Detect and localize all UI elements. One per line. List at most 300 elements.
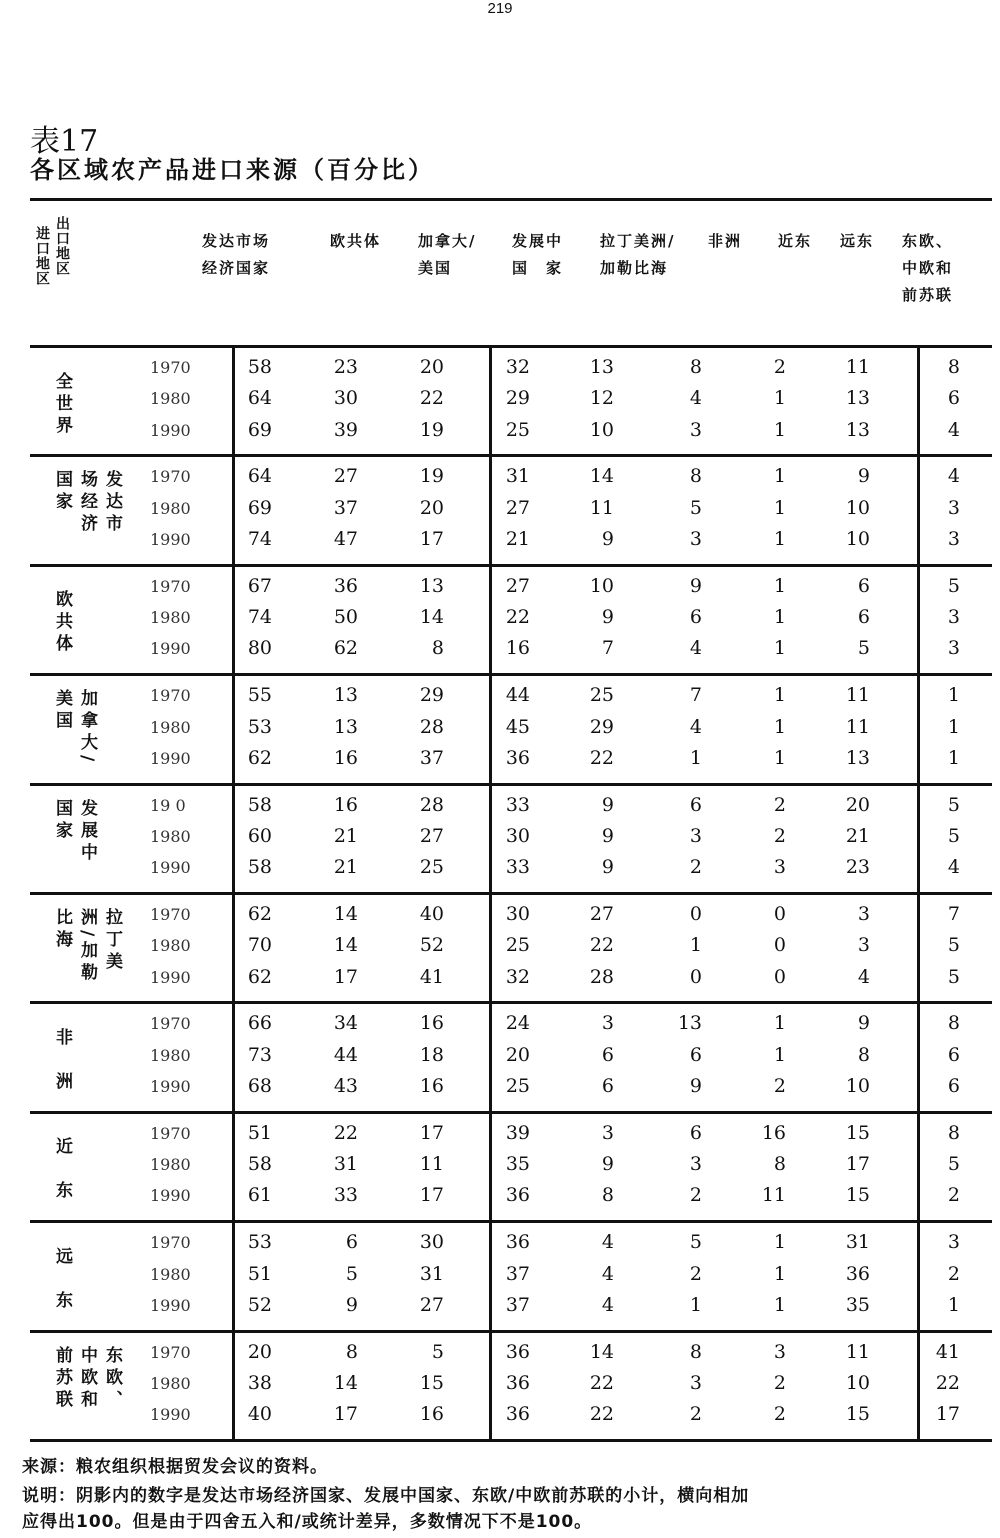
table-cell: 10 bbox=[589, 418, 614, 441]
group-rule bbox=[30, 1111, 992, 1114]
table-cell: 8 bbox=[601, 1184, 614, 1207]
table-cell: 15 bbox=[845, 1121, 870, 1144]
table-cell: 44 bbox=[333, 1043, 358, 1066]
table-cell: 5 bbox=[947, 1153, 960, 1176]
row-year: 1970 bbox=[150, 905, 191, 924]
table-cell: 15 bbox=[845, 1184, 870, 1207]
table-cell: 8 bbox=[947, 1012, 960, 1035]
row-year: 1980 bbox=[150, 1045, 191, 1065]
table-cell: 74 bbox=[247, 528, 272, 550]
table-cell: 0 bbox=[689, 903, 702, 925]
table-cell: 21 bbox=[845, 824, 870, 847]
table-cell: 40 bbox=[247, 1403, 272, 1426]
table-cell: 1 bbox=[773, 1293, 786, 1316]
table-cell: 19 bbox=[419, 465, 444, 488]
table-cell: 24 bbox=[505, 1012, 530, 1035]
column-header-line: 发展中 bbox=[512, 232, 564, 250]
table-cell: 2 bbox=[689, 1184, 702, 1207]
table-cell: 1 bbox=[773, 606, 786, 629]
table-cell: 29 bbox=[419, 684, 444, 707]
table-cell: 17 bbox=[935, 1403, 960, 1426]
table-cell: 69 bbox=[247, 418, 272, 441]
table-cell: 3 bbox=[689, 1153, 702, 1176]
table-cell: 6 bbox=[947, 1043, 960, 1066]
table-cell: 9 bbox=[601, 1153, 614, 1176]
table-cell: 1 bbox=[947, 746, 960, 769]
column-header-line: 欧共体 bbox=[330, 232, 382, 250]
table-cell: 47 bbox=[333, 528, 358, 550]
table-cell: 11 bbox=[845, 684, 870, 707]
column-header-line: 加勒比海 bbox=[600, 259, 669, 277]
table-cell: 51 bbox=[247, 1121, 272, 1144]
table-cell: 4 bbox=[947, 465, 960, 488]
group-rule bbox=[30, 673, 992, 676]
table-cell: 34 bbox=[333, 1012, 358, 1035]
table-cell: 31 bbox=[419, 1262, 444, 1285]
table-cell: 2 bbox=[689, 1403, 702, 1426]
table-cell: 29 bbox=[505, 387, 530, 410]
table-cell: 4 bbox=[857, 965, 870, 988]
table-cell: 41 bbox=[935, 1340, 960, 1363]
table-cell: 8 bbox=[857, 1043, 870, 1066]
column-header-line: 东欧、 bbox=[902, 232, 954, 250]
row-year: 1980 bbox=[150, 717, 191, 737]
table-number: 表17 bbox=[30, 124, 99, 159]
table-cell: 6 bbox=[857, 606, 870, 629]
table-cell: 52 bbox=[419, 934, 444, 957]
table-cell: 0 bbox=[773, 903, 786, 925]
table-cell: 67 bbox=[247, 574, 272, 597]
row-year: 1980 bbox=[150, 936, 191, 956]
table-cell: 9 bbox=[345, 1293, 358, 1316]
table-cell: 6 bbox=[947, 387, 960, 410]
table-cell: 8 bbox=[689, 356, 702, 378]
table-cell: 22 bbox=[589, 934, 614, 957]
table-cell: 39 bbox=[505, 1121, 530, 1144]
table-cell: 22 bbox=[589, 1371, 614, 1394]
table-cell: 37 bbox=[333, 496, 358, 519]
table-cell: 3 bbox=[689, 418, 702, 441]
table-cell: 5 bbox=[947, 793, 960, 816]
row-year: 1990 bbox=[150, 639, 191, 659]
table-cell: 31 bbox=[333, 1153, 358, 1176]
table-cell: 4 bbox=[689, 637, 702, 660]
table-cell: 10 bbox=[589, 574, 614, 597]
table-cell: 33 bbox=[505, 793, 530, 816]
table-cell: 58 bbox=[247, 356, 272, 378]
table-cell: 13 bbox=[333, 715, 358, 738]
table-cell: 66 bbox=[247, 1012, 272, 1035]
table-cell: 16 bbox=[333, 746, 358, 769]
table-cell: 4 bbox=[689, 715, 702, 738]
page-number: 219 bbox=[487, 0, 513, 17]
header-rule bbox=[30, 345, 992, 348]
table-cell: 28 bbox=[419, 715, 444, 738]
table-cell: 5 bbox=[947, 965, 960, 988]
table-cell: 22 bbox=[333, 1121, 358, 1144]
table-cell: 4 bbox=[601, 1231, 614, 1254]
table-cell: 15 bbox=[845, 1403, 870, 1426]
table-cell: 50 bbox=[333, 606, 358, 629]
table-cell: 29 bbox=[589, 715, 614, 738]
table-cell: 37 bbox=[505, 1262, 530, 1285]
table-cell: 36 bbox=[505, 746, 530, 769]
table-cell: 10 bbox=[845, 496, 870, 519]
table-cell: 20 bbox=[845, 793, 870, 816]
table-cell: 9 bbox=[689, 574, 702, 597]
table-cell: 2 bbox=[689, 856, 702, 879]
table-cell: 1 bbox=[773, 715, 786, 738]
row-year: 1970 bbox=[150, 686, 191, 706]
group-rule bbox=[30, 1439, 992, 1442]
table-cell: 3 bbox=[601, 1121, 614, 1144]
group-rule bbox=[30, 454, 992, 457]
table-cell: 4 bbox=[601, 1262, 614, 1285]
table-cell: 11 bbox=[845, 356, 870, 378]
table-cell: 58 bbox=[247, 856, 272, 879]
table-cell: 11 bbox=[419, 1153, 444, 1176]
group-rule bbox=[30, 564, 992, 567]
row-year: 1970 bbox=[150, 1233, 191, 1253]
row-group-label: 发展中国家 bbox=[52, 798, 97, 865]
row-year: 1970 bbox=[150, 576, 191, 596]
row-group-label: 近 东 bbox=[52, 1137, 72, 1204]
table-cell: 22 bbox=[419, 387, 444, 410]
table-cell: 11 bbox=[589, 496, 614, 519]
table-cell: 33 bbox=[505, 856, 530, 879]
table-cell: 2 bbox=[773, 1371, 786, 1394]
table-cell: 8 bbox=[947, 356, 960, 378]
table-cell: 7 bbox=[947, 903, 960, 925]
column-header bbox=[840, 228, 874, 255]
table-cell: 70 bbox=[247, 934, 272, 957]
row-year: 1990 bbox=[150, 748, 191, 768]
table-cell: 18 bbox=[419, 1043, 444, 1066]
row-year: 1990 bbox=[150, 1077, 191, 1096]
group-rule bbox=[30, 1001, 992, 1004]
row-year: 1980 bbox=[150, 1264, 191, 1284]
table-cell: 11 bbox=[845, 715, 870, 738]
table-cell: 13 bbox=[845, 387, 870, 410]
column-header bbox=[330, 228, 381, 255]
row-year: 1990 bbox=[150, 858, 191, 878]
column-header bbox=[902, 228, 953, 309]
column-header bbox=[512, 228, 563, 282]
table-cell: 9 bbox=[857, 1012, 870, 1035]
row-year: 1970 bbox=[150, 1342, 191, 1362]
table-cell: 22 bbox=[505, 606, 530, 629]
table-cell: 1 bbox=[773, 496, 786, 519]
row-year: 1980 bbox=[150, 498, 191, 518]
table-cell: 9 bbox=[601, 793, 614, 816]
table-cell: 10 bbox=[845, 528, 870, 550]
table-cell: 36 bbox=[505, 1231, 530, 1254]
table-cell: 45 bbox=[505, 715, 530, 738]
table-cell: 3 bbox=[947, 1231, 960, 1254]
table-cell: 25 bbox=[505, 934, 530, 957]
table-cell: 36 bbox=[505, 1184, 530, 1207]
table-cell: 2 bbox=[773, 356, 786, 378]
table-cell: 73 bbox=[247, 1043, 272, 1066]
table-cell: 62 bbox=[247, 903, 272, 925]
row-group-label: 远 东 bbox=[52, 1246, 72, 1313]
table-cell: 32 bbox=[505, 356, 530, 378]
table-cell: 16 bbox=[419, 1075, 444, 1097]
column-header-line: 非洲 bbox=[708, 232, 743, 250]
table-cell: 61 bbox=[247, 1184, 272, 1207]
table-cell: 30 bbox=[419, 1231, 444, 1254]
table-cell: 8 bbox=[345, 1340, 358, 1363]
table-cell: 11 bbox=[761, 1184, 786, 1207]
table-cell: 30 bbox=[505, 903, 530, 925]
column-header-line: 近东 bbox=[778, 232, 813, 250]
row-year: 1970 bbox=[150, 1123, 191, 1143]
column-header-line: 中欧和 bbox=[902, 259, 954, 277]
table-cell: 14 bbox=[333, 934, 358, 957]
table-cell: 74 bbox=[247, 606, 272, 629]
row-year: 1990 bbox=[150, 420, 191, 440]
row-year: 1980 bbox=[150, 1373, 191, 1393]
table-cell: 20 bbox=[247, 1340, 272, 1363]
table-cell: 52 bbox=[247, 1293, 272, 1316]
top-rule bbox=[30, 198, 992, 201]
column-header bbox=[202, 228, 270, 282]
table-cell: 2 bbox=[689, 1262, 702, 1285]
table-cell: 1 bbox=[773, 1231, 786, 1254]
footer-source: 来源：粮农组织根据贸发会议的资料。 bbox=[22, 1457, 328, 1477]
table-cell: 1 bbox=[773, 574, 786, 597]
table-cell: 17 bbox=[419, 1121, 444, 1144]
table-cell: 27 bbox=[505, 574, 530, 597]
group-rule bbox=[30, 1220, 992, 1223]
table-cell: 10 bbox=[845, 1371, 870, 1394]
table-cell: 32 bbox=[505, 965, 530, 988]
table-cell: 8 bbox=[947, 1121, 960, 1144]
table-cell: 12 bbox=[589, 387, 614, 410]
table-cell: 16 bbox=[419, 1403, 444, 1426]
table-cell: 37 bbox=[419, 746, 444, 769]
table-cell: 28 bbox=[419, 793, 444, 816]
footer-note-line-2: 应得出100。但是由于四舍五入和/或统计差异，多数情况下不是100。 bbox=[22, 1512, 593, 1532]
table-cell: 22 bbox=[589, 746, 614, 769]
table-cell: 9 bbox=[601, 856, 614, 879]
column-header bbox=[600, 228, 675, 282]
table-cell: 36 bbox=[845, 1262, 870, 1285]
table-cell: 31 bbox=[505, 465, 530, 488]
table-cell: 69 bbox=[247, 496, 272, 519]
table-cell: 5 bbox=[689, 496, 702, 519]
table-cell: 3 bbox=[857, 903, 870, 925]
table-cell: 13 bbox=[333, 684, 358, 707]
table-cell: 6 bbox=[857, 574, 870, 597]
table-cell: 5 bbox=[947, 934, 960, 957]
row-year: 1980 bbox=[150, 389, 191, 409]
table-cell: 62 bbox=[247, 965, 272, 988]
table-cell: 5 bbox=[431, 1340, 444, 1363]
table-cell: 13 bbox=[845, 418, 870, 441]
table-cell: 3 bbox=[947, 606, 960, 629]
row-year: 1990 bbox=[150, 1295, 191, 1315]
table-cell: 1 bbox=[689, 746, 702, 769]
table-cell: 0 bbox=[773, 965, 786, 988]
table-cell: 8 bbox=[431, 637, 444, 660]
table-cell: 1 bbox=[689, 1293, 702, 1316]
table-cell: 1 bbox=[773, 1012, 786, 1035]
table-cell: 21 bbox=[505, 528, 530, 550]
table-cell: 4 bbox=[601, 1293, 614, 1316]
table-cell: 20 bbox=[419, 496, 444, 519]
table-cell: 36 bbox=[505, 1403, 530, 1426]
table-cell: 17 bbox=[419, 528, 444, 550]
row-year: 1970 bbox=[150, 1014, 191, 1034]
table-cell: 22 bbox=[935, 1371, 960, 1394]
table-cell: 15 bbox=[419, 1371, 444, 1394]
table-cell: 1 bbox=[773, 637, 786, 660]
table-cell: 2 bbox=[947, 1262, 960, 1285]
table-cell: 31 bbox=[845, 1231, 870, 1254]
table-cell: 7 bbox=[689, 684, 702, 707]
table-cell: 3 bbox=[947, 496, 960, 519]
table-cell: 43 bbox=[333, 1075, 358, 1097]
table-cell: 2 bbox=[773, 1403, 786, 1426]
table-cell: 13 bbox=[845, 746, 870, 769]
table-cell: 38 bbox=[247, 1371, 272, 1394]
table-cell: 6 bbox=[947, 1075, 960, 1097]
table-cell: 22 bbox=[589, 1403, 614, 1426]
table-cell: 13 bbox=[419, 574, 444, 597]
table-cell: 8 bbox=[689, 1340, 702, 1363]
table-cell: 3 bbox=[689, 1371, 702, 1394]
table-cell: 39 bbox=[333, 418, 358, 441]
table-cell: 1 bbox=[773, 418, 786, 441]
table-cell: 20 bbox=[419, 356, 444, 378]
table-cell: 27 bbox=[419, 824, 444, 847]
column-header-line: 远东 bbox=[840, 232, 875, 250]
table-cell: 3 bbox=[857, 934, 870, 957]
column-header-line: 国 家 bbox=[512, 259, 564, 277]
table-cell: 5 bbox=[345, 1262, 358, 1285]
table-cell: 35 bbox=[505, 1153, 530, 1176]
table-cell: 17 bbox=[333, 965, 358, 988]
table-title: 各区域农产品进口来源（百分比） bbox=[30, 156, 435, 184]
table-cell: 51 bbox=[247, 1262, 272, 1285]
table-cell: 3 bbox=[773, 856, 786, 879]
table-cell: 3 bbox=[947, 528, 960, 550]
table-cell: 5 bbox=[689, 1231, 702, 1254]
row-group-label: 东欧、中欧和前苏联 bbox=[52, 1345, 122, 1412]
table-cell: 58 bbox=[247, 1153, 272, 1176]
table-cell: 16 bbox=[333, 793, 358, 816]
table-cell: 1 bbox=[689, 934, 702, 957]
table-cell: 62 bbox=[247, 746, 272, 769]
table-cell: 13 bbox=[589, 356, 614, 378]
table-cell: 1 bbox=[773, 684, 786, 707]
table-cell: 3 bbox=[689, 528, 702, 550]
table-cell: 36 bbox=[505, 1371, 530, 1394]
column-header-line: 美国 bbox=[418, 259, 453, 277]
table-cell: 6 bbox=[689, 793, 702, 816]
table-cell: 6 bbox=[601, 1043, 614, 1066]
group-rule bbox=[30, 892, 992, 895]
table-cell: 9 bbox=[689, 1075, 702, 1097]
table-cell: 2 bbox=[947, 1184, 960, 1207]
table-cell: 53 bbox=[247, 715, 272, 738]
table-cell: 3 bbox=[689, 824, 702, 847]
row-year: 1990 bbox=[150, 530, 191, 549]
table-cell: 20 bbox=[505, 1043, 530, 1066]
table-cell: 0 bbox=[773, 934, 786, 957]
table-cell: 25 bbox=[419, 856, 444, 879]
table-cell: 10 bbox=[845, 1075, 870, 1097]
table-cell: 14 bbox=[589, 1340, 614, 1363]
table-cell: 9 bbox=[857, 465, 870, 488]
row-group-label: 加拿大/美国 bbox=[52, 689, 97, 767]
row-group-label: 欧共体 bbox=[52, 590, 72, 657]
table-cell: 5 bbox=[857, 637, 870, 660]
table-cell: 30 bbox=[505, 824, 530, 847]
row-year: 1990 bbox=[150, 1405, 191, 1425]
table-cell: 64 bbox=[247, 387, 272, 410]
table-cell: 6 bbox=[345, 1231, 358, 1254]
row-group-label: 发达市场经济国家 bbox=[52, 470, 122, 537]
table-cell: 68 bbox=[247, 1075, 272, 1097]
table-cell: 1 bbox=[773, 528, 786, 550]
table-cell: 36 bbox=[333, 574, 358, 597]
row-group-label: 拉丁美洲/加勒比海 bbox=[52, 908, 122, 986]
table-cell: 17 bbox=[333, 1403, 358, 1426]
table-cell: 3 bbox=[773, 1340, 786, 1363]
row-year: 1980 bbox=[150, 826, 191, 846]
column-header-line: 经济国家 bbox=[202, 259, 271, 277]
table-cell: 1 bbox=[773, 465, 786, 488]
table-cell: 1 bbox=[947, 684, 960, 707]
table-cell: 6 bbox=[601, 1075, 614, 1097]
row-group-label: 全世界 bbox=[52, 371, 72, 438]
table-cell: 28 bbox=[589, 965, 614, 988]
column-header-line: 拉丁美洲/ bbox=[600, 232, 676, 250]
row-year: 1990 bbox=[150, 1186, 191, 1206]
table-cell: 7 bbox=[601, 637, 614, 660]
table-cell: 9 bbox=[601, 824, 614, 847]
table-cell: 27 bbox=[505, 496, 530, 519]
table-cell: 33 bbox=[333, 1184, 358, 1207]
column-header bbox=[418, 228, 476, 282]
column-header-line: 前苏联 bbox=[902, 286, 954, 304]
table-cell: 25 bbox=[505, 418, 530, 441]
corner-exporter-label: 出口地区 bbox=[54, 216, 70, 276]
column-header-line: 加拿大/ bbox=[418, 232, 477, 250]
group-rule bbox=[30, 1330, 992, 1333]
table-cell: 19 bbox=[419, 418, 444, 441]
table-cell: 44 bbox=[505, 684, 530, 707]
table-cell: 27 bbox=[589, 903, 614, 925]
table-cell: 1 bbox=[947, 1293, 960, 1316]
table-cell: 60 bbox=[247, 824, 272, 847]
column-header bbox=[708, 228, 742, 255]
table-cell: 6 bbox=[689, 606, 702, 629]
row-year: 1970 bbox=[150, 467, 191, 487]
column-header-line: 发达市场 bbox=[202, 232, 271, 250]
table-cell: 1 bbox=[773, 1262, 786, 1285]
footer-note-line-1: 说明：阴影内的数字是发达市场经济国家、发展中国家、东欧/中欧前苏联的小计，横向相加 bbox=[22, 1486, 750, 1506]
table-cell: 55 bbox=[247, 684, 272, 707]
table-cell: 16 bbox=[419, 1012, 444, 1035]
table-cell: 6 bbox=[689, 1121, 702, 1144]
table-cell: 27 bbox=[333, 465, 358, 488]
table-cell: 5 bbox=[947, 824, 960, 847]
row-year: 1970 bbox=[150, 358, 191, 377]
table-cell: 9 bbox=[601, 606, 614, 629]
